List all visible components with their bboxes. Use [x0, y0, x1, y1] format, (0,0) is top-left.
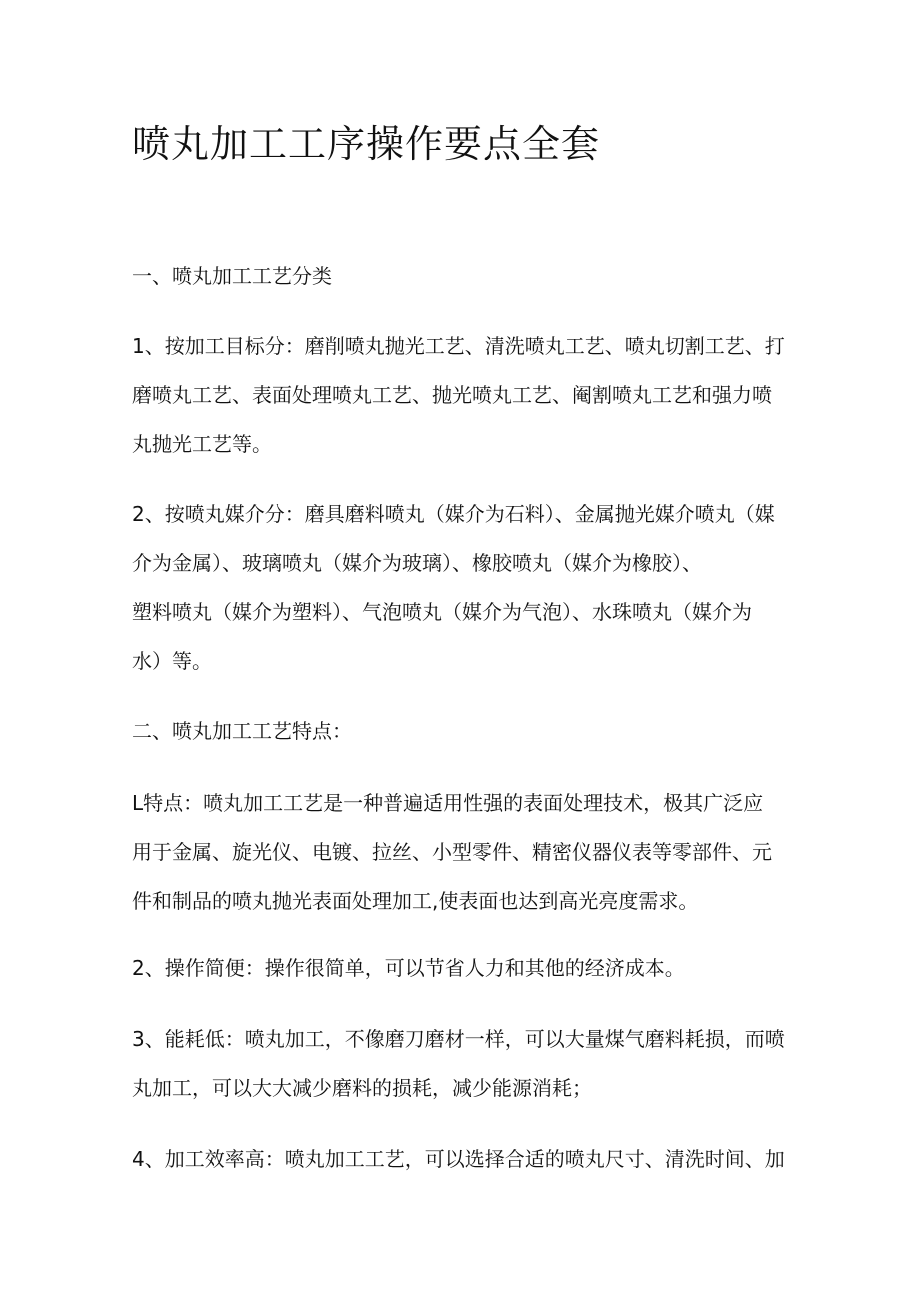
section-heading-1: 一、喷丸加工工艺分类	[132, 264, 332, 288]
paragraph-classification-by-media	[132, 502, 812, 698]
paragraph-line: L特点：喷丸加工工艺是一种普遍适用性强的表面处理技术，极其广泛应	[132, 791, 764, 815]
paragraph-line: 2、按喷丸媒介分：磨具磨料喷丸（媒介为石料）、金属抛光媒介喷丸（媒	[132, 502, 775, 526]
paragraph-line: 塑料喷丸（媒介为塑料）、气泡喷丸（媒介为气泡）、水珠喷丸（媒介为	[132, 600, 752, 624]
paragraph-feature-3	[132, 1027, 812, 1125]
paragraph-line: 1、按加工目标分：磨削喷丸抛光工艺、清洗喷丸工艺、喷丸切割工艺、打	[132, 334, 785, 358]
paragraph-line: 4、加工效率高：喷丸加工工艺，可以选择合适的喷丸尺寸、清洗时间、加	[132, 1147, 785, 1171]
paragraph-line: 丸加工，可以大大减少磨料的损耗，减少能源消耗；	[132, 1076, 592, 1100]
paragraph-line: 丸抛光工艺等。	[132, 432, 272, 456]
paragraph-line: 3、能耗低：喷丸加工，不像磨刀磨材一样，可以大量煤气磨料耗损，而喷	[132, 1027, 785, 1051]
section-heading-2: 二、喷丸加工工艺特点：	[132, 719, 352, 743]
paragraph-line: 2、操作简便：操作很简单，可以节省人力和其他的经济成本。	[132, 956, 685, 980]
paragraph-feature-1	[132, 791, 812, 938]
paragraph-feature-2	[132, 956, 812, 1005]
paragraph-line: 用于金属、旋光仪、电镀、拉丝、小型零件、精密仪器仪表等零部件、元	[132, 840, 772, 864]
paragraph-feature-4	[132, 1147, 812, 1196]
paragraph-line: 磨喷丸工艺、表面处理喷丸工艺、抛光喷丸工艺、阉割喷丸工艺和强力喷	[132, 383, 772, 407]
paragraph-classification-by-goal	[132, 334, 812, 481]
document-title: 喷丸加工工序操作要点全套	[132, 122, 601, 166]
paragraph-line: 介为金属）、玻璃喷丸（媒介为玻璃）、橡胶喷丸（媒介为橡胶）、	[132, 551, 702, 575]
paragraph-line: 件和制品的喷丸抛光表面处理加工,使表面也达到高光亮度需求。	[132, 889, 699, 913]
paragraph-line: 水）等。	[132, 649, 212, 673]
